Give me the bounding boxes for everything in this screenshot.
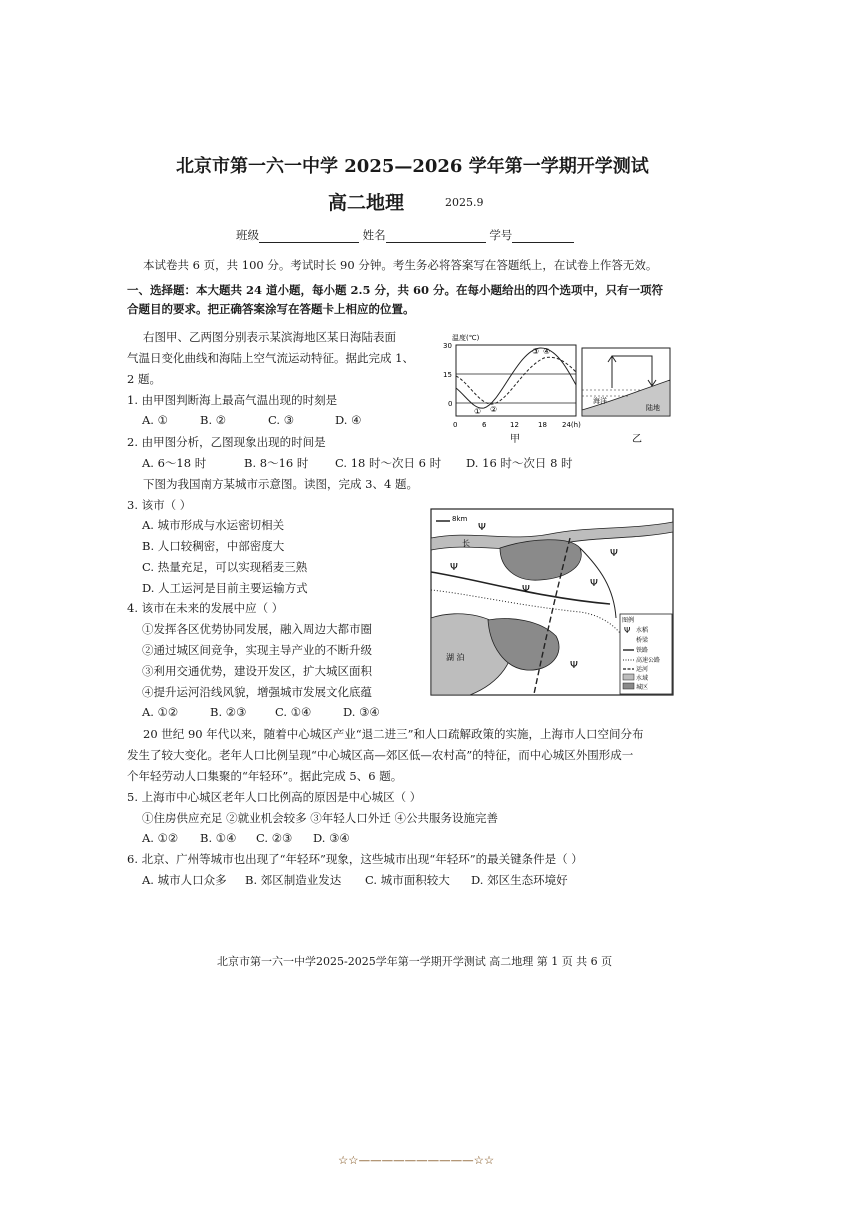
fig1-xtick-0: 0 bbox=[453, 421, 458, 429]
legend-water-icon bbox=[623, 674, 634, 680]
fig1-ylabel: 温度(℃) bbox=[452, 334, 480, 342]
legend-water: 水域 bbox=[636, 675, 649, 682]
legend-urban-icon bbox=[623, 683, 634, 689]
q4-option-c[interactable]: C. ①④ bbox=[275, 705, 312, 719]
q6-option-c[interactable]: C. 城市面积较大 bbox=[365, 873, 450, 887]
q1-option-b[interactable]: B. ② bbox=[200, 413, 227, 427]
legend-title: 图例 bbox=[622, 617, 635, 624]
paddy-symbol-5: Ψ bbox=[590, 578, 598, 589]
q4-option-d[interactable]: D. ③④ bbox=[343, 705, 380, 719]
fig1-xtick-12: 12 bbox=[510, 421, 519, 429]
q3-option-b[interactable]: B. 人口较稠密，中部密度大 bbox=[142, 539, 285, 553]
id-field[interactable] bbox=[512, 229, 574, 243]
intro3-line1: 20 世纪 90 年代以来，随着中心城区产业“退二进三”和人口疏解政策的实施，上海市人口空间分布 bbox=[143, 727, 644, 741]
name-label: 姓名 bbox=[362, 228, 386, 242]
q6-option-d[interactable]: D. 郊区生态环境好 bbox=[471, 873, 568, 887]
section-heading-line1: 一、选择题：本大题共 24 道小题，每小题 2.5 分，共 60 分。在每小题给出的四个选项中，只有一项符 bbox=[127, 283, 664, 297]
q5-option-c[interactable]: C. ②③ bbox=[256, 831, 293, 845]
q4-item-1: ①发挥各区优势协同发展，融入周边大都市圈 bbox=[142, 622, 372, 636]
q5-items: ①住房供应充足 ②就业机会较多 ③年轻人口外迁 ④公共服务设施完善 bbox=[142, 811, 498, 825]
class-field[interactable] bbox=[259, 229, 359, 243]
q4-option-a[interactable]: A. ①② bbox=[142, 705, 179, 719]
river-label: 长 bbox=[462, 539, 470, 548]
q1-option-d[interactable]: D. ④ bbox=[335, 413, 362, 427]
fig1-caption-jia: 甲 bbox=[510, 434, 520, 445]
city-map bbox=[430, 508, 674, 696]
legend-railway: 铁路 bbox=[636, 647, 649, 654]
legend-bridge: 桥梁 bbox=[636, 637, 649, 644]
scale-label: 8km bbox=[452, 515, 468, 523]
q2-option-b[interactable]: B. 8～16 时 bbox=[244, 456, 309, 470]
q1-stem: 1. 由甲图判断海上最高气温出现的时刻是 bbox=[127, 393, 338, 407]
legend-canal: 运河 bbox=[636, 666, 649, 673]
fig1-ytick-15: 15 bbox=[443, 371, 452, 379]
q6-stem: 6. 北京、广州等城市也出现了“年轻环”现象，这些城市出现“年轻环”的最关键条件是（ ） bbox=[127, 852, 583, 866]
intro3-line3: 个年轻劳动人口集聚的“年轻环”。据此完成 5、6 题。 bbox=[127, 769, 403, 783]
fig1-xtick-24: 24(h) bbox=[562, 421, 581, 429]
intro1-line3: 2 题。 bbox=[127, 372, 161, 386]
fig1-xtick-18: 18 bbox=[538, 421, 547, 429]
subject-title: 高二地理 bbox=[328, 192, 405, 214]
footer-ornament: ☆☆——————————☆☆ bbox=[338, 1153, 495, 1167]
q2-option-a[interactable]: A. 6～18 时 bbox=[142, 456, 207, 470]
q3-option-c[interactable]: C. 热量充足，可以实现稻麦三熟 bbox=[142, 560, 308, 574]
land-temperature-curve bbox=[456, 348, 576, 408]
exam-notice: 本试卷共 6 页，共 100 分。考试时长 90 分钟。考生务必将答案写在答题纸上，在试卷上作答无效。 bbox=[143, 258, 658, 272]
intro2: 下图为我国南方某城市示意图。读图，完成 3、4 题。 bbox=[143, 477, 418, 491]
fig1-caption-yi: 乙 bbox=[632, 434, 642, 445]
q4-item-3: ③利用交通优势，建设开发区，扩大城区面积 bbox=[142, 664, 372, 678]
student-info-line bbox=[236, 227, 574, 243]
fig1-ytick-30: 30 bbox=[443, 342, 452, 350]
q4-item-2: ②通过城区间竞争，实现主导产业的不断升级 bbox=[142, 643, 372, 657]
legend-paddy: 水稻 bbox=[636, 627, 649, 634]
paddy-symbol-2: Ψ bbox=[610, 548, 618, 559]
class-label: 班级 bbox=[236, 228, 259, 242]
paddy-symbol-4: Ψ bbox=[522, 584, 530, 595]
q1-option-a[interactable]: A. ① bbox=[142, 413, 168, 427]
q6-option-a[interactable]: A. 城市人口众多 bbox=[142, 873, 227, 887]
paddy-symbol-3: Ψ bbox=[450, 562, 458, 573]
section-heading-line2: 合题目的要求。把正确答案涂写在答题卡上相应的位置。 bbox=[127, 302, 415, 316]
legend-paddy-icon: Ψ bbox=[624, 626, 631, 635]
q4-item-4: ④提升运河沿线风貌，增强城市发展文化底蕴 bbox=[142, 685, 372, 699]
q2-option-d[interactable]: D. 16 时～次日 8 时 bbox=[466, 456, 573, 470]
fig1-point-1: ① bbox=[474, 407, 482, 416]
q4-stem: 4. 该市在未来的发展中应（ ） bbox=[127, 601, 284, 615]
intro3-line2: 发生了较大变化。老年人口比例呈现“中心城区高—郊区低—农村高”的特征，而中心城区外围形成一 bbox=[127, 748, 634, 762]
name-field[interactable] bbox=[386, 229, 486, 243]
intro1-line1: 右图甲、乙两图分别表示某滨海地区某日海陆表面 bbox=[143, 330, 396, 344]
q5-stem: 5. 上海市中心城区老年人口比例高的原因是中心城区（ ） bbox=[127, 790, 422, 804]
fig2-air-circulation bbox=[608, 356, 656, 388]
fig1-point-3: ③ bbox=[532, 347, 540, 356]
temperature-figure bbox=[440, 330, 680, 445]
q2-stem: 2. 由甲图分析，乙图现象出现的时间是 bbox=[127, 435, 326, 449]
legend-urban: 城区 bbox=[636, 684, 649, 691]
fig1-xtick-6: 6 bbox=[482, 421, 487, 429]
q2-option-c[interactable]: C. 18 时～次日 6 时 bbox=[335, 456, 442, 470]
q3-stem: 3. 该市（ ） bbox=[127, 498, 192, 512]
lake-label: 湖 泊 bbox=[446, 653, 465, 662]
page-footer: 北京市第一六一中学2025-2025学年第一学期开学测试 高二地理 第 1 页 共 6 页 bbox=[217, 955, 613, 968]
paddy-symbol-6: Ψ bbox=[570, 660, 578, 671]
fig1-point-4: ④ bbox=[543, 347, 551, 356]
fig1-ytick-0: 0 bbox=[448, 400, 453, 408]
q5-option-a[interactable]: A. ①② bbox=[142, 831, 179, 845]
q5-option-b[interactable]: B. ①④ bbox=[200, 831, 237, 845]
exam-title: 北京市第一六一中学 2025—2026 学年第一学期开学测试 bbox=[176, 156, 649, 177]
q3-option-a[interactable]: A. 城市形成与水运密切相关 bbox=[142, 518, 285, 532]
paddy-symbol-1: Ψ bbox=[478, 522, 486, 533]
sea-temperature-curve bbox=[456, 357, 576, 404]
intro1-line2: 气温日变化曲线和海陆上空气流运动特征。据此完成 1、 bbox=[127, 351, 414, 365]
exam-date: 2025.9 bbox=[445, 196, 484, 209]
q3-option-d[interactable]: D. 人工运河是目前主要运输方式 bbox=[142, 581, 308, 595]
legend-highway: 高速公路 bbox=[636, 657, 661, 664]
id-label: 学号 bbox=[489, 228, 513, 242]
fig2-land-label: 陆地 bbox=[646, 404, 660, 412]
q4-option-b[interactable]: B. ②③ bbox=[210, 705, 247, 719]
q5-option-d[interactable]: D. ③④ bbox=[313, 831, 350, 845]
fig2-sea-label: 海洋 bbox=[593, 397, 607, 405]
q6-option-b[interactable]: B. 郊区制造业发达 bbox=[245, 873, 342, 887]
fig1-point-2: ② bbox=[490, 405, 498, 414]
q1-option-c[interactable]: C. ③ bbox=[268, 413, 295, 427]
